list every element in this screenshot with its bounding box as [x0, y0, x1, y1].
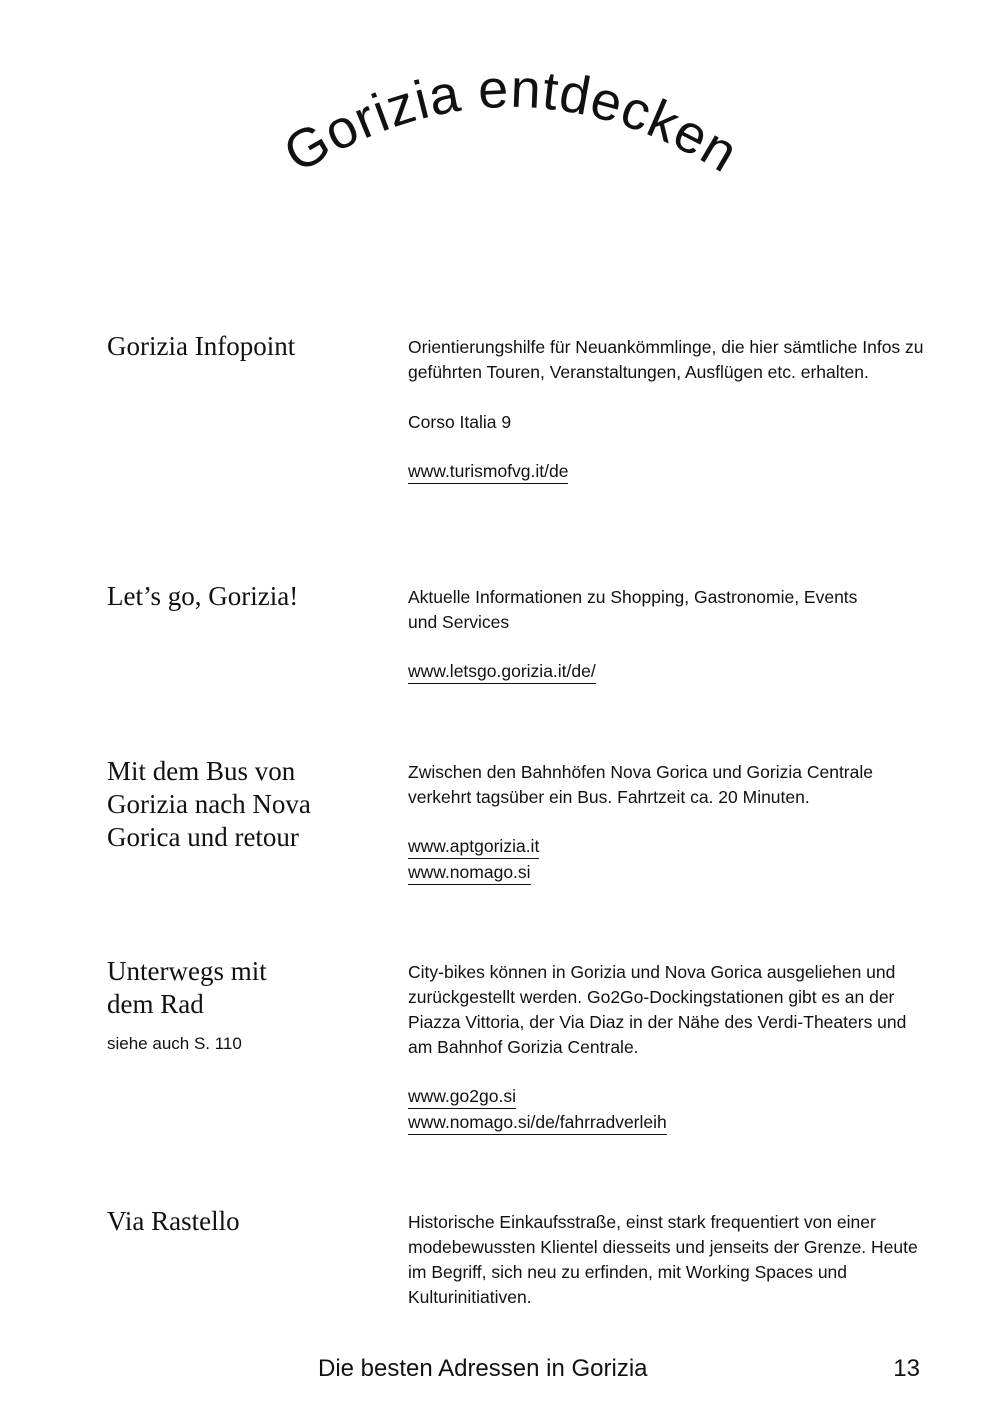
link-nomago-fahrradverleih[interactable]: www.nomago.si/de/fahrradverleih — [408, 1111, 667, 1135]
link-go2go[interactable]: www.go2go.si — [408, 1085, 516, 1109]
entry-heading — [107, 955, 307, 1056]
link-aptgorizia[interactable]: www.aptgorizia.it — [408, 835, 539, 859]
entry-address: Corso Italia 9 — [408, 412, 512, 432]
entry-heading: Let’s go, Gorizia! — [107, 581, 299, 611]
entry-body — [408, 1210, 928, 1335]
entry-links — [408, 460, 928, 484]
entry-heading: Mit dem Bus von Gorizia nach Nova Gorica und retour — [107, 756, 311, 852]
entry-body — [408, 585, 928, 686]
entry-heading: Via Rastello — [107, 1206, 240, 1236]
entry-heading-text: Unterwegs mit dem Rad — [107, 956, 267, 1019]
link-letsgo[interactable]: www.letsgo.gorizia.it/de/ — [408, 660, 596, 684]
entry-description: Orientierungshilfe für Neuankömmlinge, die hier sämtliche Infos zu geführten Touren, Veranstaltungen, Ausflügen etc. erhalten. — [408, 337, 924, 382]
entry-body — [408, 335, 928, 486]
page-title-text: Gorizia entdecken — [274, 58, 749, 185]
entry-body — [408, 960, 928, 1137]
entry-description: Zwischen den Bahnhöfen Nova Gorica und Gorizia Centrale verkehrt tagsüber ein Bus. Fahrtzeit ca. 20 Minuten. — [408, 762, 873, 807]
entry-links — [408, 835, 928, 885]
page-number: 13 — [893, 1355, 920, 1382]
link-nomago[interactable]: www.nomago.si — [408, 861, 531, 885]
footer-title: Die besten Adressen in Gorizia — [318, 1355, 648, 1382]
link-turismofvg[interactable]: www.turismofvg.it/de — [408, 460, 568, 484]
entry-page-reference: siehe auch S. 110 — [107, 1034, 242, 1053]
entry-body — [408, 760, 928, 887]
entry-description: City-bikes können in Gorizia und Nova Gorica ausgeliehen und zurückgestellt werden. Go2Go-Dockingstationen gibt es an der Piazza Vittoria, der Via Diaz in der Nähe des Verdi-Theaters und am Bahnhof Gorizia Centrale. — [408, 962, 907, 1057]
entry-links — [408, 1085, 928, 1135]
entry-description: Historische Einkaufsstraße, einst stark frequentiert von einer modebewussten Klientel diesseits und jenseits der Grenze. Heute im Begriff, sich neu zu erfinden, mit Working Spaces und Kulturinitiativen. — [408, 1212, 918, 1307]
page-title — [0, 0, 993, 240]
entry-links — [408, 660, 928, 684]
entry-heading: Gorizia Infopoint — [107, 331, 296, 361]
entry-description: Aktuelle Informationen zu Shopping, Gastronomie, Events und Services — [408, 587, 858, 632]
